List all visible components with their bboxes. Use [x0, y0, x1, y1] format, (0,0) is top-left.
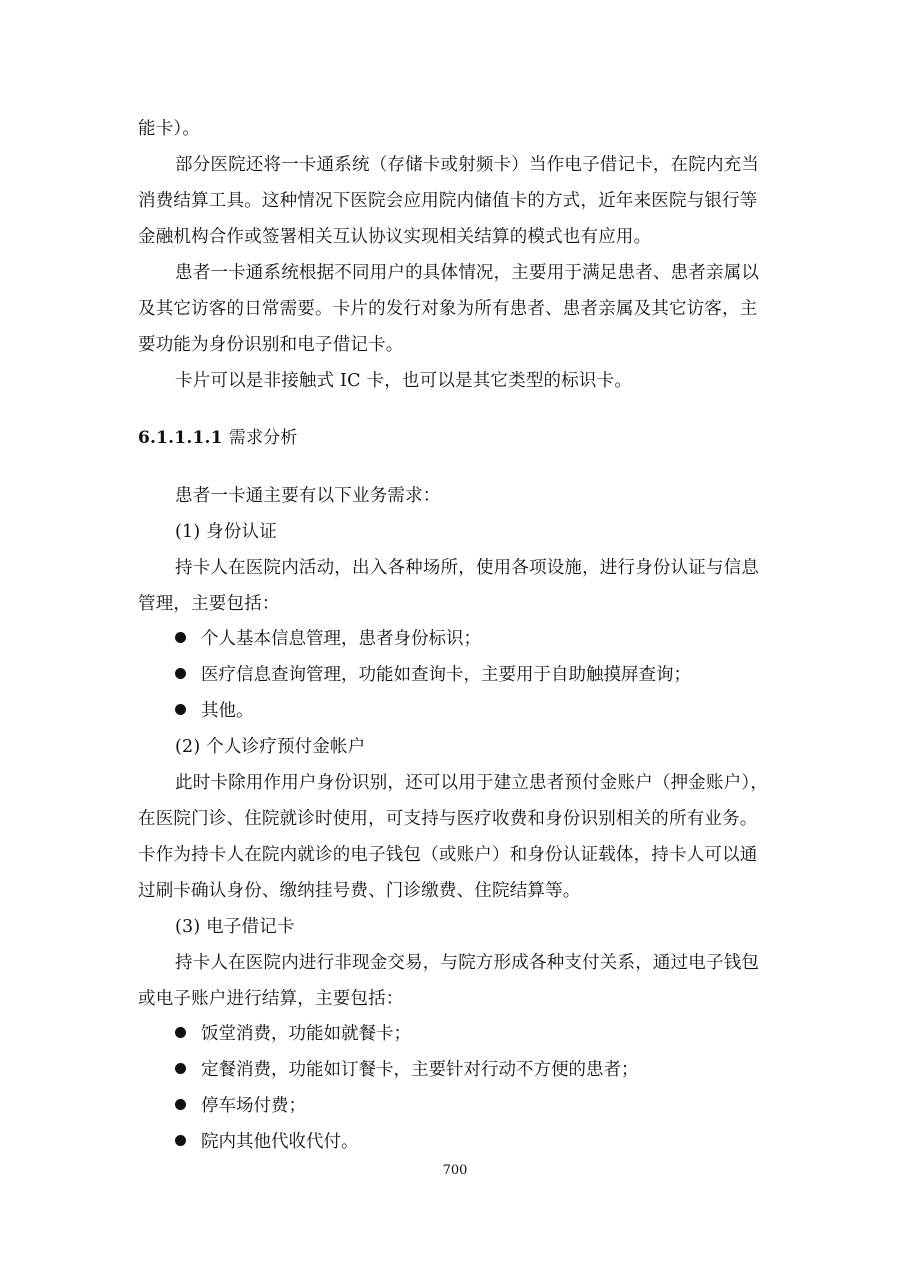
bullet-text: 其他。 — [201, 701, 254, 721]
requirement-title: (2) 个人诊疗预付金帐户 — [175, 737, 366, 757]
paragraph-line: 部分医院还将一卡通系统（存储卡或射频卡）当作电子借记卡，在院内充当 — [175, 155, 760, 175]
intro-line: 患者一卡通主要有以下业务需求： — [175, 486, 441, 506]
bullet-dot-icon — [175, 668, 186, 679]
bullet-text: 院内其他代收代付。 — [201, 1132, 359, 1152]
bullet-text: 医疗信息查询管理，功能如查询卡，主要用于自助触摸屏查询； — [201, 665, 691, 685]
bullet-item — [175, 627, 481, 651]
bullet-item — [175, 1058, 639, 1082]
paragraph-line: 管理，主要包括： — [138, 594, 280, 614]
bullet-text: 停车场付费； — [201, 1096, 306, 1116]
bullet-dot-icon — [175, 1063, 186, 1074]
bullet-dot-icon — [175, 704, 186, 715]
bullet-item — [175, 663, 691, 687]
paragraph-line: 持卡人在医院内进行非现金交易，与院方形成各种支付关系，通过电子钱包 — [175, 953, 760, 973]
paragraph-line: 及其它访客的日常需要。卡片的发行对象为所有患者、患者亲属及其它访客，主 — [138, 299, 758, 319]
paragraph-line: 卡片可以是非接触式 IC 卡，也可以是其它类型的标识卡。 — [175, 371, 633, 391]
bullet-text: 个人基本信息管理，患者身份标识； — [201, 629, 481, 649]
paragraph-line: 卡作为持卡人在院内就诊的电子钱包（或账户）和身份认证载体，持卡人可以通 — [138, 845, 758, 865]
paragraph-line: 在医院门诊、住院就诊时使用，可支持与医疗收费和身份识别相关的所有业务。 — [138, 809, 758, 829]
paragraph-line: 过刷卡确认身份、缴纳挂号费、门诊缴费、住院结算等。 — [138, 881, 581, 901]
bullet-dot-icon — [175, 1027, 186, 1038]
paragraph-line: 此时卡除用作用户身份识别，还可以用于建立患者预付金账户（押金账户）， — [175, 773, 769, 793]
paragraph-line: 患者一卡通系统根据不同用户的具体情况，主要用于满足患者、患者亲属以 — [175, 263, 760, 283]
section-heading — [138, 426, 298, 450]
bullet-item — [175, 1094, 306, 1118]
requirement-title: (3) 电子借记卡 — [175, 917, 295, 937]
bullet-item — [175, 1022, 411, 1046]
paragraph-line: 消费结算工具。这种情况下医院会应用院内储值卡的方式，近年来医院与银行等 — [138, 191, 758, 211]
bullet-item — [175, 1130, 359, 1154]
requirement-title: (1) 身份认证 — [175, 522, 277, 542]
bullet-dot-icon — [175, 1135, 186, 1146]
page-number: 700 — [442, 1163, 468, 1178]
section-number: 6.1.1.1.1 — [138, 428, 223, 448]
section-title: 需求分析 — [228, 428, 298, 448]
paragraph-line: 能卡）。 — [138, 119, 201, 139]
paragraph-line: 要功能为身份识别和电子借记卡。 — [138, 335, 404, 355]
bullet-text: 定餐消费，功能如订餐卡，主要针对行动不方便的患者； — [201, 1060, 639, 1080]
bullet-item — [175, 699, 254, 723]
paragraph-line: 金融机构合作或签署相关互认协议实现相关结算的模式也有应用。 — [138, 227, 652, 247]
bullet-text: 饭堂消费，功能如就餐卡； — [201, 1024, 411, 1044]
paragraph-line: 持卡人在医院内活动，出入各种场所，使用各项设施，进行身份认证与信息 — [175, 558, 760, 578]
paragraph-line: 或电子账户进行结算，主要包括： — [138, 989, 404, 1009]
bullet-dot-icon — [175, 632, 186, 643]
bullet-dot-icon — [175, 1099, 186, 1110]
